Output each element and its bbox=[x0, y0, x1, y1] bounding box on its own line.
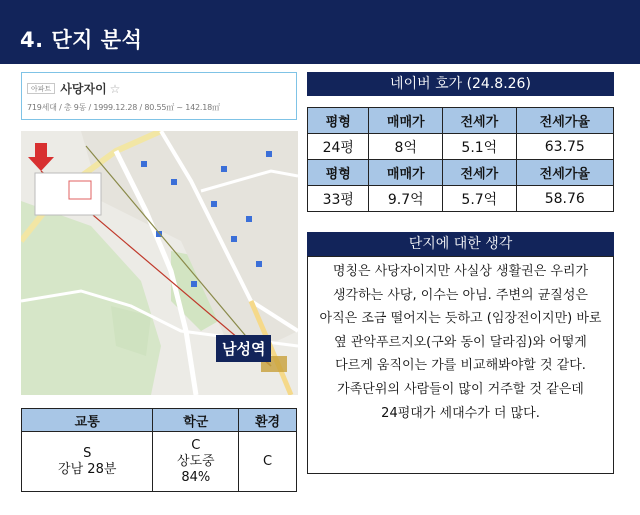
complex-info-card bbox=[21, 72, 297, 120]
location-map bbox=[21, 131, 298, 395]
price-header: 평형 bbox=[308, 160, 369, 186]
evaluation-header: 학군 bbox=[153, 409, 239, 432]
price-cell: 8억 bbox=[369, 134, 443, 160]
price-header: 매매가 bbox=[369, 160, 443, 186]
school-rate: 84% bbox=[181, 469, 211, 485]
price-header: 전세가 bbox=[443, 160, 517, 186]
price-cell: 58.76 bbox=[516, 186, 613, 212]
opinion-box bbox=[307, 256, 614, 474]
price-cell: 5.1억 bbox=[443, 134, 517, 160]
school-cell bbox=[153, 432, 239, 492]
evaluation-row bbox=[22, 432, 297, 492]
price-row bbox=[308, 186, 614, 212]
evaluation-header: 교통 bbox=[22, 409, 153, 432]
transport-detail: 강남 28분 bbox=[58, 461, 117, 477]
price-cell: 33평 bbox=[308, 186, 369, 212]
evaluation-table bbox=[21, 408, 297, 492]
price-cell: 9.7억 bbox=[369, 186, 443, 212]
environment-cell bbox=[239, 432, 297, 492]
star-icon[interactable]: ☆ bbox=[109, 81, 121, 96]
price-cell: 24평 bbox=[308, 134, 369, 160]
price-header: 전세가율 bbox=[516, 160, 613, 186]
price-header: 전세가 bbox=[443, 108, 517, 134]
price-header: 평형 bbox=[308, 108, 369, 134]
naver-price-title: 네이버 호가 (24.8.26) bbox=[307, 72, 614, 96]
transport-grade: S bbox=[83, 445, 92, 461]
evaluation-header: 환경 bbox=[239, 409, 297, 432]
price-header: 전세가율 bbox=[516, 108, 613, 134]
environment-grade: C bbox=[263, 453, 273, 469]
page-title: 4. 단지 분석 bbox=[20, 28, 143, 52]
header-bar bbox=[0, 0, 640, 64]
transport-cell bbox=[22, 432, 153, 492]
station-label: 남성역 bbox=[216, 335, 271, 362]
complex-summary: 719세대 / 총 9동 / 1999.12.28 / 80.55㎡ ~ 142.18㎡ bbox=[27, 103, 220, 112]
price-row bbox=[308, 134, 614, 160]
property-type-badge: 아파트 bbox=[27, 83, 55, 94]
price-header-row bbox=[308, 108, 614, 134]
school-name: 상도중 bbox=[176, 453, 215, 469]
price-table bbox=[307, 107, 614, 212]
opinion-title: 단지에 대한 생각 bbox=[307, 232, 614, 256]
evaluation-header-row bbox=[22, 409, 297, 432]
opinion-text: 명칭은 사당자이지만 사실상 생활권은 우리가 생각하는 사당, 이수는 아님. 주변의 균질성은 아직은 조금 떨어지는 듯하고 (임장전이지만) 바로 옆 관악푸르지오(구와 동이 달라짐)와 어떻게 다르게 움직이는 가를 비교해봐야할 것 같다. 가족단위의 사람들이 많이 거주할 것 같은데 24평대가 세대수가 더 많다. bbox=[319, 264, 602, 421]
school-grade: C bbox=[191, 437, 201, 453]
price-header: 매매가 bbox=[369, 108, 443, 134]
price-header-row bbox=[308, 160, 614, 186]
price-cell: 5.7억 bbox=[443, 186, 517, 212]
location-pin-icon bbox=[28, 143, 54, 171]
complex-name: 사당자이 bbox=[60, 82, 107, 96]
price-cell: 63.75 bbox=[516, 134, 613, 160]
